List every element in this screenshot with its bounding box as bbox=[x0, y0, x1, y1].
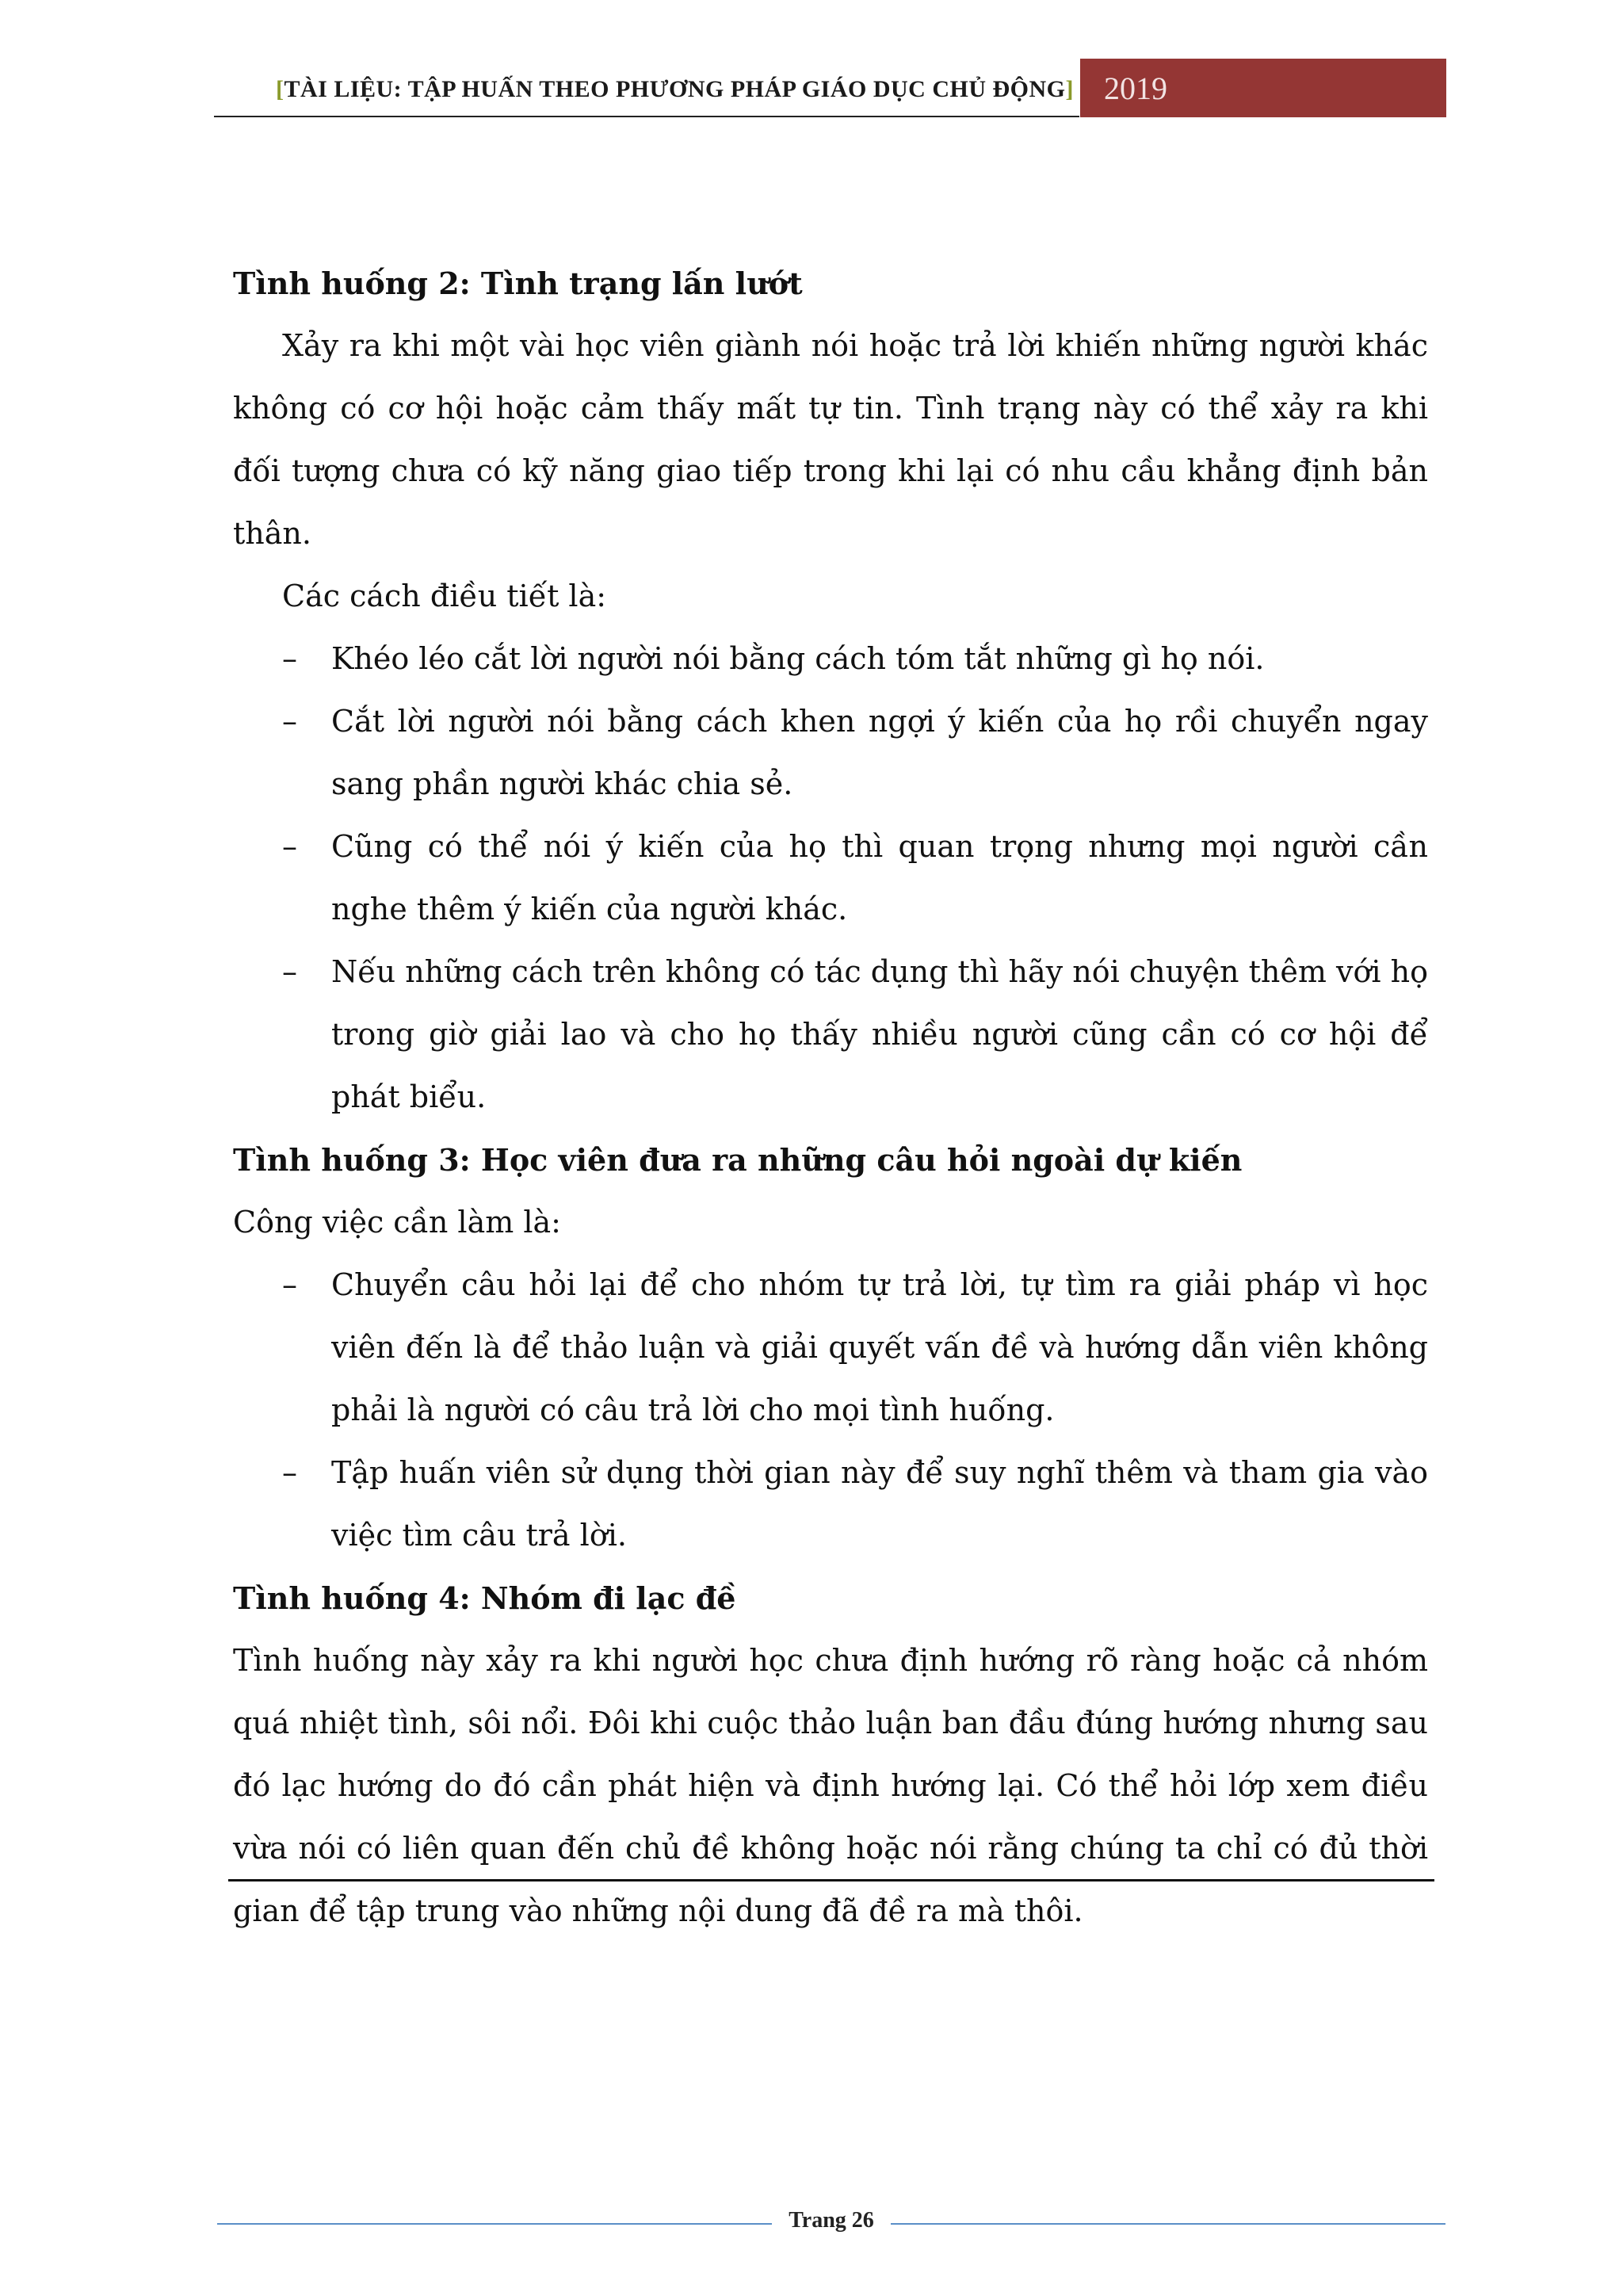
list-item bbox=[233, 941, 1428, 1129]
list-item bbox=[233, 1442, 1428, 1567]
list-item-text: Cũng có thể nói ý kiến của họ thì quan trọng nhưng mọi người cần nghe thêm ý kiến của người khác. bbox=[331, 829, 1428, 926]
page-footer bbox=[217, 2208, 1445, 2240]
header-divider bbox=[214, 116, 1079, 117]
list-item bbox=[233, 690, 1428, 816]
list-item-text: Nếu những cách trên không có tác dụng thì hãy nói chuyện thêm với họ trong giờ giải lao và cho họ thấy nhiều người cũng cần có cơ hội để phát biểu. bbox=[331, 954, 1428, 1114]
footer-line-right bbox=[891, 2223, 1445, 2225]
section-2-intro: Các cách điều tiết là: bbox=[282, 579, 607, 613]
year-badge bbox=[1080, 59, 1446, 117]
list-item bbox=[233, 816, 1428, 941]
bullet-dash: – bbox=[282, 1455, 297, 1490]
list-item bbox=[233, 628, 1428, 690]
section-2-list bbox=[233, 628, 1428, 1129]
list-item-text: Cắt lời người nói bằng cách khen ngợi ý kiến của họ rồi chuyển ngay sang phần người khác chia sẻ. bbox=[331, 704, 1428, 801]
document-title bbox=[276, 76, 1074, 103]
bullet-dash: – bbox=[282, 1267, 297, 1302]
header-title-text: TÀI LIỆU: TẬP HUẤN THEO PHƯƠNG PHÁP GIÁO DỤC CHỦ ĐỘNG bbox=[284, 76, 1066, 102]
section-2-paragraph: Xảy ra khi một vài học viên giành nói hoặc trả lời khiến những người khác không có cơ hội hoặc cảm thấy mất tự tin. Tình trạng này có thể xảy ra khi đối tượng chưa có kỹ năng giao tiếp trong khi lại có nhu cầu khẳng định bản thân. bbox=[233, 328, 1428, 551]
bullet-dash: – bbox=[282, 704, 297, 739]
page-header bbox=[214, 59, 1446, 117]
section-3-heading: Tình huống 3: Học viên đưa ra những câu hỏi ngoài dự kiến bbox=[233, 1142, 1243, 1178]
section-3-intro: Công việc cần làm là: bbox=[233, 1205, 561, 1240]
list-item bbox=[233, 1254, 1428, 1442]
section-3-list bbox=[233, 1254, 1428, 1567]
title-bracket-open: [ bbox=[275, 76, 285, 102]
list-item-text: Khéo léo cắt lời người nói bằng cách tóm tắt những gì họ nói. bbox=[331, 641, 1265, 676]
year-label: 2019 bbox=[1104, 71, 1167, 106]
bullet-dash: – bbox=[282, 641, 297, 676]
bullet-dash: – bbox=[282, 829, 297, 864]
page-content bbox=[233, 252, 1428, 1943]
section-4-heading: Tình huống 4: Nhóm đi lạc đề bbox=[233, 1580, 736, 1616]
title-bracket-close: ] bbox=[1065, 76, 1074, 102]
page-number: Trang 26 bbox=[789, 2208, 874, 2233]
content-end-divider bbox=[228, 1879, 1434, 1881]
section-2-heading: Tình huống 2: Tình trạng lấn lướt bbox=[233, 266, 803, 301]
list-item-text: Tập huấn viên sử dụng thời gian này để suy nghĩ thêm và tham gia vào việc tìm câu trả lời. bbox=[331, 1455, 1428, 1553]
list-item-text: Chuyển câu hỏi lại để cho nhóm tự trả lời, tự tìm ra giải pháp vì học viên đến là để thảo luận và giải quyết vấn đề và hướng dẫn viên không phải là người có câu trả lời cho mọi tình huống. bbox=[331, 1267, 1428, 1427]
bullet-dash: – bbox=[282, 954, 297, 989]
section-4-paragraph: Tình huống này xảy ra khi người học chưa định hướng rõ ràng hoặc cả nhóm quá nhiệt tình, sôi nổi. Đôi khi cuộc thảo luận ban đầu đúng hướng nhưng sau đó lạc hướng do đó cần phát hiện và định hướng lại. Có thể hỏi lớp xem điều vừa nói có liên quan đến chủ đề không hoặc nói rằng chúng ta chỉ có đủ thời gian để tập trung vào những nội dung đã đề ra mà thôi. bbox=[233, 1643, 1428, 1928]
